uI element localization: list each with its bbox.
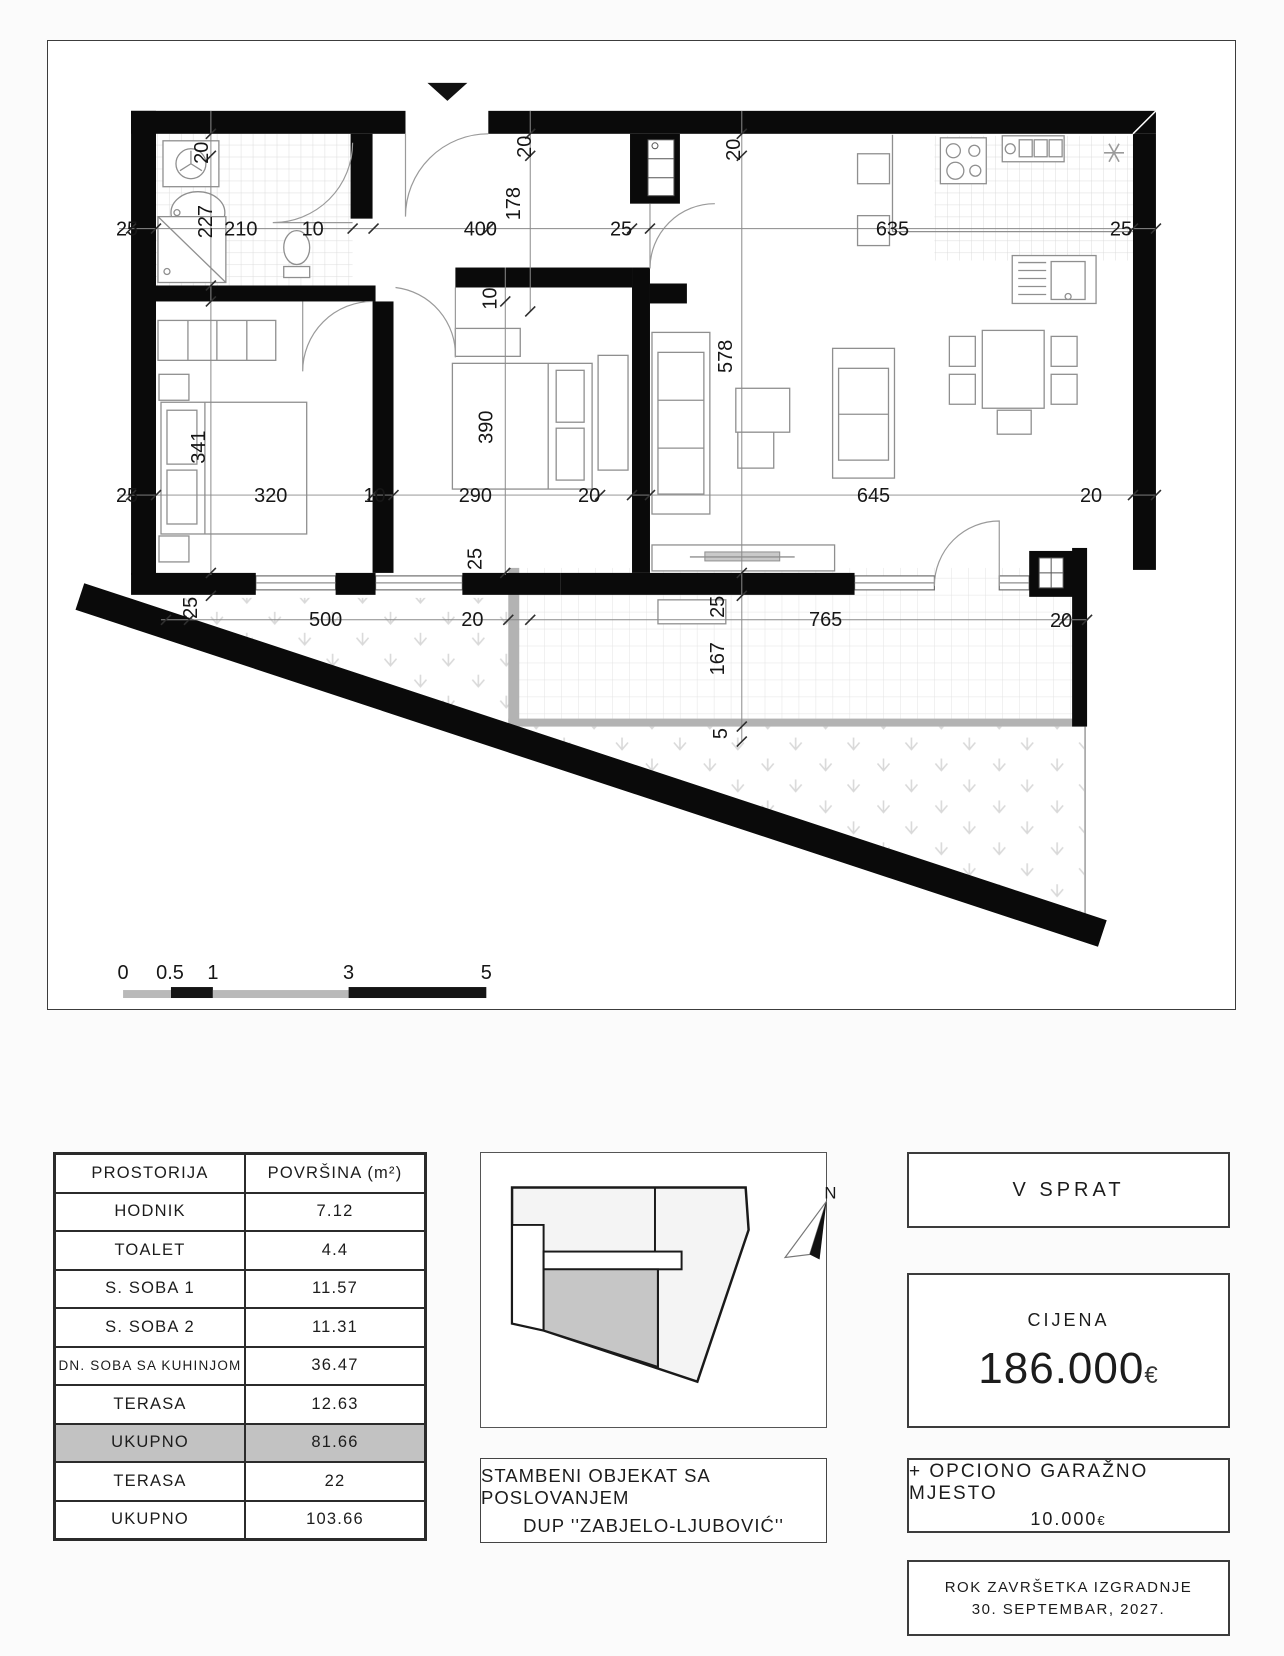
room-area: 103.66 — [245, 1501, 425, 1540]
garage-option-panel — [907, 1458, 1230, 1533]
dimension-label: 178 — [503, 187, 526, 221]
nightstand — [159, 374, 189, 400]
dimension-label: 20 — [514, 135, 537, 158]
bedroom1-door — [303, 301, 373, 371]
table-header-area: POVRŠINA (m²) — [245, 1154, 425, 1193]
bed-2 — [452, 363, 592, 489]
dimension-label: 10 — [479, 287, 502, 310]
dimension-label: 25 — [179, 596, 202, 619]
tv-console — [652, 545, 835, 571]
room-area: 81.66 — [245, 1424, 425, 1463]
dresser — [455, 328, 520, 356]
nightstand — [159, 536, 189, 562]
dimension-label: 20 — [722, 138, 745, 161]
coffee-table — [736, 388, 790, 432]
euro-sign: € — [1144, 1362, 1159, 1389]
dimension-label: 227 — [194, 204, 217, 239]
scale-bar — [118, 962, 492, 998]
stove-icon — [940, 138, 986, 184]
north-arrow-icon — [785, 1201, 826, 1259]
lower-sink-icon — [1012, 256, 1096, 304]
garage-line1: + OPCIONO GARAŽNO MJESTO — [909, 1461, 1149, 1504]
site-plan-drawing — [481, 1153, 837, 1427]
bed-1 — [161, 402, 307, 534]
floor-plan-panel — [47, 40, 1236, 1010]
room-name: TERASA — [55, 1462, 245, 1501]
bedroom2-door — [396, 287, 456, 357]
room-area: 11.57 — [245, 1270, 425, 1309]
garage-price: 10.000€ — [1030, 1509, 1107, 1529]
side-table — [738, 432, 774, 468]
room-name: S. SOBA 2 — [55, 1308, 245, 1347]
entrance-marker-icon — [427, 83, 467, 101]
dimension-label: 390 — [475, 410, 498, 444]
room-name: TERASA — [55, 1385, 245, 1424]
room-area: 36.47 — [245, 1347, 425, 1386]
price-value: 186.000€ — [978, 1344, 1159, 1393]
room-area: 4.4 — [245, 1231, 425, 1270]
dimension-label: 320 — [254, 485, 288, 508]
wardrobe — [598, 355, 628, 470]
room-area: 12.63 — [245, 1385, 425, 1424]
floor-panel — [907, 1152, 1230, 1228]
project-line1: STAMBENI OBJEKAT SA POSLOVANJEM — [481, 1464, 710, 1508]
room-area: 11.31 — [245, 1308, 425, 1347]
deadline-line2: 30. SEPTEMBAR, 2027. — [971, 1600, 1166, 1618]
scale-label: 1 — [207, 962, 219, 985]
dimension-label: 20 — [190, 141, 213, 164]
scale-label: 3 — [343, 962, 355, 985]
dimension-label: 5 — [709, 728, 732, 740]
floor-label: V SPRAT — [1012, 1178, 1125, 1201]
dimension-label: 25 — [464, 547, 487, 571]
room-name: S. SOBA 1 — [55, 1270, 245, 1309]
area-table — [53, 1152, 427, 1541]
building-corridor — [544, 1252, 682, 1270]
room-name: TOALET — [55, 1231, 245, 1270]
scale-label: 0.5 — [156, 962, 184, 985]
room-area: 7.12 — [245, 1193, 425, 1232]
dimension-label: 25 — [706, 595, 729, 618]
project-line2: DUP ''ZABJELO-LJUBOVIĆ'' — [523, 1514, 784, 1536]
room-name: DN. SOBA SA KUHINJOM — [55, 1347, 245, 1386]
dimension-label: 25 — [115, 218, 139, 241]
price-panel — [907, 1273, 1230, 1428]
deadline-panel — [907, 1560, 1230, 1636]
scale-label: 0 — [117, 962, 129, 985]
dimension-label: 25 — [609, 218, 633, 241]
dimension-label: 20 — [1050, 609, 1073, 632]
dimension-label: 20 — [461, 608, 484, 631]
euro-sign: € — [1097, 1513, 1107, 1528]
building-cutout — [512, 1225, 544, 1330]
dimension-label: 400 — [463, 218, 497, 241]
room-name: HODNIK — [55, 1193, 245, 1232]
dimension-label: 10 — [301, 218, 324, 241]
room-name: UKUPNO — [55, 1501, 245, 1540]
dimension-label: 765 — [808, 608, 843, 631]
table-header-room: PROSTORIJA — [55, 1154, 245, 1193]
dimension-label: 645 — [856, 485, 891, 508]
project-title-panel — [480, 1458, 827, 1543]
sofa-2 — [833, 348, 895, 478]
price-label: CIJENA — [1027, 1310, 1110, 1330]
entrance-door — [405, 134, 488, 217]
site-plan-panel — [480, 1152, 837, 1428]
room-area: 22 — [245, 1462, 425, 1501]
dimension-label: 290 — [458, 485, 492, 508]
room-name: UKUPNO — [55, 1424, 245, 1463]
dimension-label: 25 — [115, 485, 139, 508]
dimension-label: 578 — [714, 339, 737, 373]
dimension-label: 341 — [187, 430, 210, 464]
hall-living-door — [650, 204, 715, 269]
dimension-label: 20 — [578, 485, 601, 508]
north-label: N — [824, 1183, 837, 1203]
scale-label: 5 — [480, 962, 492, 985]
floor-plan-drawing — [48, 41, 1235, 1009]
sofa-1 — [652, 332, 710, 514]
dimension-label: 167 — [706, 642, 729, 676]
highlighted-unit — [544, 1269, 658, 1367]
deadline-line1: ROK ZAVRŠETKA IZGRADNJE — [944, 1578, 1193, 1596]
dining-table — [949, 330, 1077, 434]
dimension-label: 10 — [363, 485, 386, 508]
kitchen-sink-icon — [1002, 136, 1064, 162]
dimension-label: 635 — [875, 218, 910, 241]
dimension-label: 20 — [1079, 485, 1103, 508]
dimension-label: 25 — [1109, 218, 1133, 241]
dimension-label: 210 — [224, 218, 258, 241]
dimension-label: 500 — [309, 608, 343, 631]
